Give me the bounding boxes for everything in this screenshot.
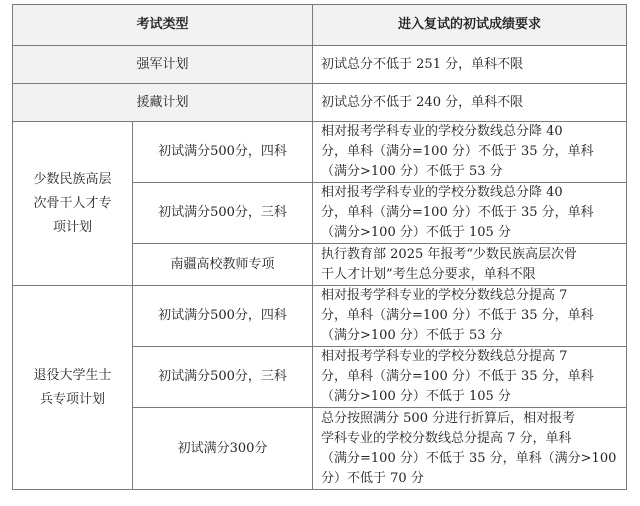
header-requirement: 进入复试的初试成绩要求 xyxy=(313,5,627,46)
requirement-line: 分，单科（满分=100 分）不低于 35 分，单科 xyxy=(321,144,594,159)
requirement-cell xyxy=(313,347,627,408)
requirement-line: 分，单科（满分=100 分）不低于 35 分，单科 xyxy=(321,308,594,323)
table-row xyxy=(13,286,627,347)
requirement-line: 干人才计划”考生总分要求，单科不限 xyxy=(321,266,536,282)
requirement-line: 分，单科（满分=100 分）不低于 35 分，单科 xyxy=(321,369,594,384)
requirement-line: 相对报考学科专业的学校分数线总分提高 7 xyxy=(321,349,568,364)
category-line: 次骨干人才专 xyxy=(33,195,112,211)
header-exam-type: 考试类型 xyxy=(13,5,313,46)
table-row-qiangjun xyxy=(13,46,627,84)
requirements-table xyxy=(12,4,627,490)
sub-type-cell: 初试满分500分，三科 xyxy=(133,347,313,408)
requirement-cell xyxy=(313,183,627,244)
requirement-cell xyxy=(313,122,627,183)
requirement-cell xyxy=(313,286,627,347)
requirement-cell: 初试总分不低于 251 分，单科不限 xyxy=(313,46,627,84)
sub-type-cell: 南疆高校教师专项 xyxy=(133,244,313,286)
exam-type-cell: 强军计划 xyxy=(13,46,313,84)
requirement-line: （满分=100 分）不低于 35 分，单科（满分>100 xyxy=(321,450,617,466)
requirement-cell: 初试总分不低于 240 分，单科不限 xyxy=(313,84,627,122)
sub-type-cell: 初试满分500分，四科 xyxy=(133,122,313,183)
requirement-cell xyxy=(313,244,627,286)
requirement-line: 相对报考学科专业的学校分数线总分提高 7 xyxy=(321,288,568,303)
requirement-line: 相对报考学科专业的学校分数线总分降 40 xyxy=(321,124,563,139)
table-row xyxy=(13,122,627,183)
table-row-yuanzang xyxy=(13,84,627,122)
requirement-line: （满分>100 分）不低于 53 分 xyxy=(321,164,503,179)
sub-type-cell: 初试满分300分 xyxy=(133,408,313,490)
exam-type-cell: 援藏计划 xyxy=(13,84,313,122)
requirement-line: 相对报考学科专业的学校分数线总分降 40 xyxy=(321,185,563,200)
category-line: 少数民族高层 xyxy=(33,171,112,187)
category-cell-minority xyxy=(13,122,133,286)
requirement-line: （满分>100 分）不低于 105 分 xyxy=(321,389,511,404)
category-line: 兵专项计划 xyxy=(39,391,105,407)
requirement-line: 学科专业的学校分数线总分提高 7 分，单科 xyxy=(321,430,572,446)
requirement-line: 总分按照满分 500 分进行折算后，相对报考 xyxy=(321,410,576,426)
table-header-row xyxy=(13,5,627,46)
requirement-line: （满分>100 分）不低于 105 分 xyxy=(321,225,511,240)
category-cell-veteran xyxy=(13,286,133,490)
sub-type-cell: 初试满分500分，三科 xyxy=(133,183,313,244)
category-line: 项计划 xyxy=(52,219,92,235)
requirement-line: 分）不低于 70 分 xyxy=(321,470,424,486)
requirement-line: 执行教育部 2025 年报考“少数民族高层次骨 xyxy=(321,246,578,262)
requirements-table-container xyxy=(12,4,626,490)
requirement-line: （满分>100 分）不低于 53 分 xyxy=(321,328,503,343)
category-line: 退役大学生士 xyxy=(33,367,112,383)
sub-type-cell: 初试满分500分，四科 xyxy=(133,286,313,347)
requirement-cell xyxy=(313,408,627,490)
requirement-line: 分，单科（满分=100 分）不低于 35 分，单科 xyxy=(321,205,594,220)
